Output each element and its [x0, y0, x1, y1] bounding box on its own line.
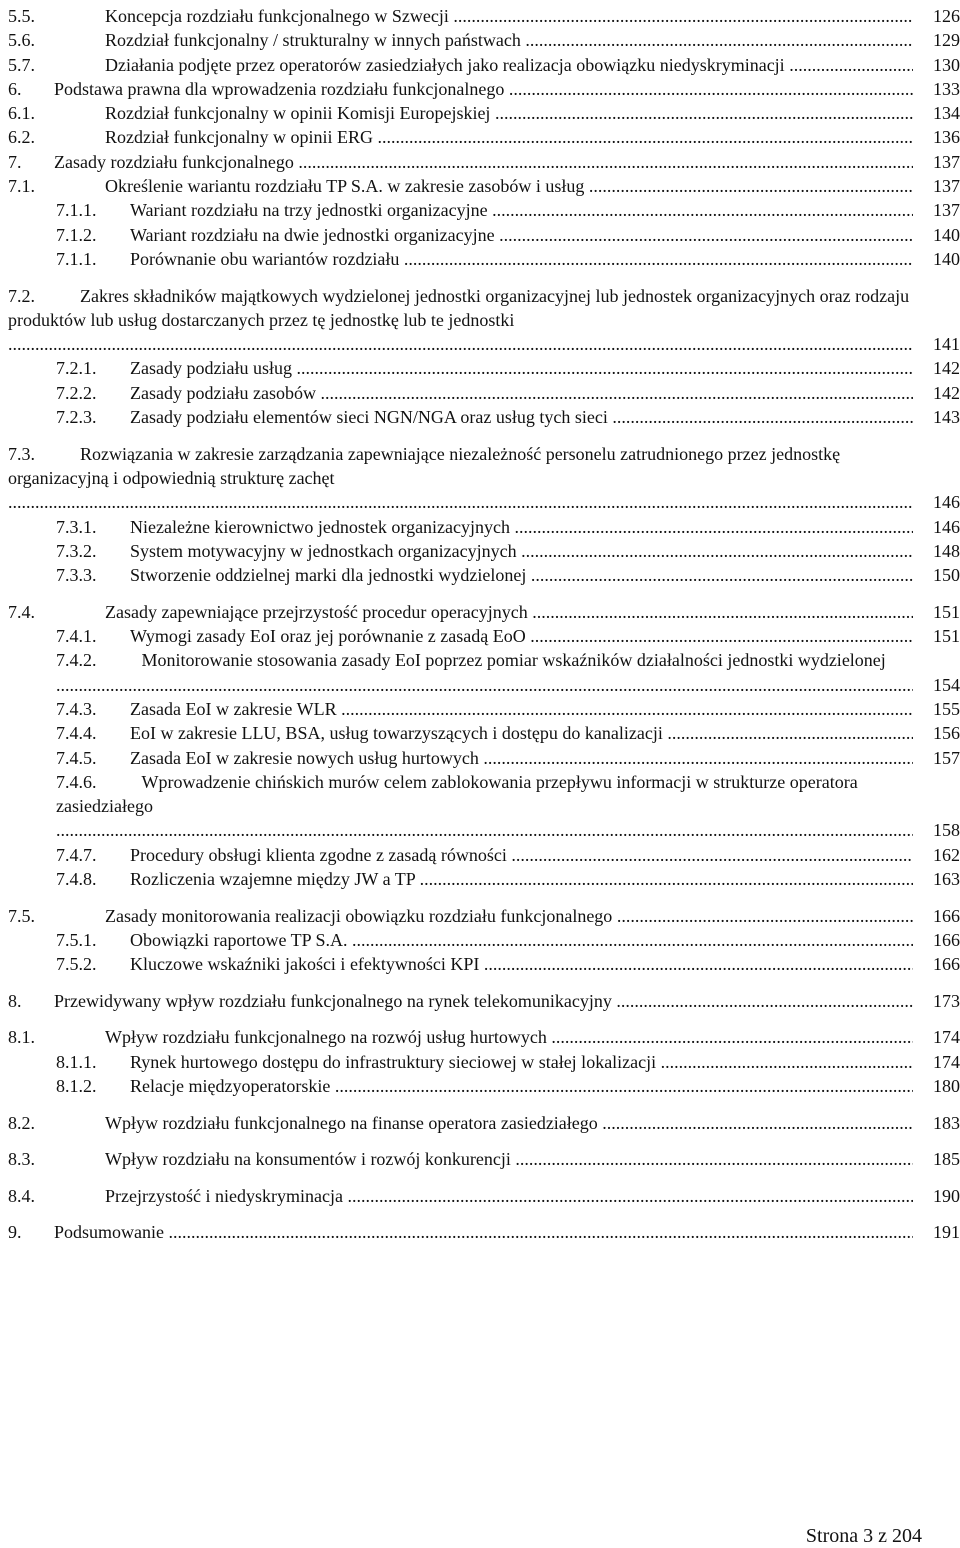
toc-entry-number: 7.3. — [8, 443, 35, 464]
toc-entry-page-cell — [913, 77, 960, 101]
toc-entry-page-number: 142 — [933, 382, 960, 403]
toc-entry-title: Wymogi zasady EoI oraz jej porównanie z zasadą EoO — [130, 626, 526, 647]
page-footer: Strona 3 z 204 — [805, 1525, 922, 1547]
toc-entry[interactable] — [0, 563, 960, 587]
toc-entry-page-number: 133 — [933, 78, 960, 99]
toc-entry-page-cell — [913, 381, 960, 405]
toc-entry-number: 7.5. — [8, 905, 35, 926]
toc-entry-page-number: 166 — [933, 929, 960, 950]
toc-entry-page-number: 191 — [933, 1222, 960, 1243]
toc-entry-page-cell — [913, 1050, 960, 1074]
toc-entry-title: Monitorowanie stosowania zasady EoI poprzez pomiar wskaźników działalności jednostki wydzielonej — [141, 650, 886, 671]
toc-entry-text — [8, 125, 960, 149]
toc-entry-text — [8, 53, 960, 77]
toc-entry-title: EoI w zakresie LLU, BSA, usług towarzyszących i dostępu do kanalizacji — [130, 723, 663, 744]
toc-entry-page-cell — [913, 989, 960, 1013]
toc-entry-number: 5.5. — [8, 6, 35, 26]
toc-entry-page-cell — [913, 1025, 960, 1049]
toc-entry-number: 7.4.2. — [56, 650, 97, 671]
toc-entry-page-number: 174 — [933, 1027, 960, 1048]
toc-entry-number: 7.4.7. — [56, 844, 97, 865]
toc-entry-page-cell — [913, 150, 960, 174]
toc-entry-page-cell — [913, 247, 960, 271]
toc-entry-text — [56, 247, 960, 271]
toc-entry-number: 7.3.1. — [56, 516, 97, 537]
toc-entry[interactable] — [0, 284, 960, 357]
toc-entry-page-cell — [913, 563, 960, 587]
toc-entry-text — [56, 563, 960, 587]
toc-entry-number: 7.5.2. — [56, 954, 97, 975]
toc-entry-number: 7.2.3. — [56, 407, 97, 428]
toc-entry-text — [8, 904, 960, 928]
toc-entry[interactable] — [0, 1147, 960, 1171]
toc-entry[interactable] — [0, 356, 960, 380]
toc-entry-page-number: 162 — [933, 844, 960, 865]
toc-entry-text — [8, 989, 960, 1013]
toc-entry-text — [8, 1025, 960, 1049]
toc-entry[interactable] — [0, 904, 960, 928]
toc-entry-title: Koncepcja rozdziału funkcjonalnego w Szwecji — [105, 6, 449, 26]
toc-entry-page-cell — [913, 4, 960, 28]
toc-entry-text — [8, 600, 960, 624]
toc-entry-title: Zasady monitorowania realizacji obowiązku rozdziału funkcjonalnego — [105, 905, 613, 926]
toc-entry[interactable] — [0, 198, 960, 222]
toc-entry-title: Wpływ rozdziału funkcjonalnego na rozwój usług hurtowych — [105, 1027, 547, 1048]
toc-entry-page-number: 151 — [933, 626, 960, 647]
toc-entry-page-cell — [913, 600, 960, 624]
toc-entry-number: 7.4.8. — [56, 868, 97, 889]
toc-entry-title: Wpływ rozdziału funkcjonalnego na finanse operatora zasiedziałego — [105, 1112, 598, 1133]
toc-entry-page-number: 136 — [933, 127, 960, 148]
toc-entry[interactable] — [0, 1025, 960, 1049]
toc-entry[interactable] — [0, 539, 960, 563]
toc-entry[interactable] — [0, 624, 960, 648]
toc-entry[interactable] — [0, 150, 960, 174]
toc-entry-page-cell — [913, 1111, 960, 1135]
toc-entry-text — [56, 648, 960, 697]
toc-entry[interactable] — [0, 648, 960, 697]
toc-entry[interactable] — [0, 223, 960, 247]
toc-entry-number: 7. — [8, 151, 22, 172]
toc-entry-page-number: 174 — [933, 1051, 960, 1072]
toc-entry-number: 7.4.5. — [56, 747, 97, 768]
toc-entry-text — [8, 284, 960, 357]
toc-entry[interactable] — [0, 247, 960, 271]
toc-entry-text — [8, 1220, 960, 1244]
toc-entry-text — [56, 624, 960, 648]
toc-entry-title: Wariant rozdziału na trzy jednostki organizacyjne — [130, 200, 488, 221]
toc-entry-page-number: 183 — [933, 1112, 960, 1133]
toc-entry-number: 7.1.2. — [56, 224, 97, 245]
toc-entry-text — [56, 1074, 960, 1098]
toc-entry-text — [56, 539, 960, 563]
toc-entry-page-number: 137 — [933, 200, 960, 221]
toc-entry-page-number: 180 — [933, 1075, 960, 1096]
toc-entry-page-cell — [913, 1074, 960, 1098]
toc-entry-number: 7.4.4. — [56, 723, 97, 744]
toc-entry-page-number: 129 — [933, 30, 960, 51]
toc-entry-title: Podsumowanie — [54, 1222, 164, 1243]
toc-entry-text — [56, 952, 960, 976]
toc-entry[interactable] — [0, 721, 960, 745]
toc-entry-title: Procedury obsługi klienta zgodne z zasadą równości — [130, 844, 507, 865]
toc-entry-page-cell — [913, 1147, 960, 1171]
toc-entry-title: Rozdział funkcjonalny w opinii Komisji Europejskiej — [105, 103, 491, 124]
toc-entry-page-number: 185 — [933, 1149, 960, 1170]
toc-entry[interactable] — [0, 1111, 960, 1135]
toc-entry-page-number: 148 — [933, 540, 960, 561]
toc-entry[interactable] — [0, 867, 960, 891]
toc-entry[interactable] — [0, 442, 960, 515]
toc-entry[interactable] — [0, 746, 960, 770]
toc-entry-number: 7.4.6. — [56, 771, 97, 792]
toc-entry-page-cell — [913, 928, 960, 952]
toc-entry-page-number: 137 — [933, 151, 960, 172]
toc-entry-title: Rozdział funkcjonalny / strukturalny w innych państwach — [105, 30, 521, 51]
toc-entry-number: 8.2. — [8, 1112, 35, 1133]
toc-entry-page-number: 173 — [933, 990, 960, 1011]
toc-entry-page-cell — [913, 28, 960, 52]
toc-entry[interactable] — [0, 77, 960, 101]
toc-entry-page-cell — [913, 174, 960, 198]
toc-entry-page-number: 146 — [933, 492, 960, 513]
toc-entry-number: 7.2.2. — [56, 382, 97, 403]
toc-entry-page-cell — [913, 673, 960, 697]
toc-entry-text — [56, 721, 960, 745]
toc-entry-page-cell — [913, 198, 960, 222]
toc-entry-page-cell — [913, 1220, 960, 1244]
toc-entry-text — [56, 515, 960, 539]
toc-entry-text — [56, 356, 960, 380]
toc-entry[interactable] — [0, 28, 960, 52]
toc-entry-page-cell — [913, 697, 960, 721]
toc-entry-number: 7.1.1. — [56, 248, 97, 269]
toc-entry-title: Rozwiązania w zakresie zarządzania zapewniające niezależność personelu zatrudnionego przez jednostkę organizacyjną i odpowiednią strukturę zachęt — [8, 443, 841, 488]
toc-entry-number: 7.2.1. — [56, 358, 97, 379]
toc-entry-number: 8.3. — [8, 1149, 35, 1170]
toc-entry-number: 7.5.1. — [56, 929, 97, 950]
toc-entry[interactable] — [0, 770, 960, 843]
toc-entry-page-cell — [913, 539, 960, 563]
toc-entry-text — [56, 1050, 960, 1074]
toc-entry-text — [8, 1111, 960, 1135]
toc-entry-text — [8, 442, 960, 515]
toc-entry-number: 7.3.3. — [56, 565, 97, 586]
toc-entry-number: 7.4.1. — [56, 626, 97, 647]
toc-entry-text — [8, 150, 960, 174]
toc-entry-page-cell — [913, 53, 960, 77]
toc-entry[interactable] — [0, 600, 960, 624]
toc-entry-number: 7.4.3. — [56, 698, 97, 719]
toc-entry-text — [56, 928, 960, 952]
toc-entry-page-cell — [913, 515, 960, 539]
toc-entry-page-cell — [913, 1184, 960, 1208]
toc-entry-text — [8, 174, 960, 198]
toc-entry-text — [56, 746, 960, 770]
toc-entry-page-cell — [913, 867, 960, 891]
toc-entry-text — [56, 770, 960, 843]
toc-entry-number: 8.1.1. — [56, 1051, 97, 1072]
toc-entry-page-number: 157 — [933, 747, 960, 768]
toc-entry-page-cell — [913, 746, 960, 770]
toc-entry[interactable] — [0, 952, 960, 976]
toc-entry[interactable] — [0, 405, 960, 429]
toc-entry-title: Niezależne kierownictwo jednostek organizacyjnych — [130, 516, 511, 537]
toc-entry-number: 6. — [8, 78, 22, 99]
toc-entry[interactable] — [0, 1074, 960, 1098]
toc-entry-number: 7.1. — [8, 176, 35, 197]
toc-entry-number: 5.6. — [8, 30, 35, 51]
toc-entry[interactable] — [0, 1184, 960, 1208]
toc-entry-page-number: 151 — [933, 601, 960, 622]
toc-entry-title: Zasady zapewniające przejrzystość procedur operacyjnych — [105, 601, 528, 622]
toc-entry-title: Zasady podziału elementów sieci NGN/NGA oraz usług tych sieci — [130, 407, 608, 428]
toc-entry-page-number: 140 — [933, 248, 960, 269]
toc-entry-page-cell — [913, 843, 960, 867]
toc-entry-title: Przewidywany wpływ rozdziału funkcjonalnego na rynek telekomunikacyjny — [54, 990, 612, 1011]
toc-entry[interactable] — [0, 989, 960, 1013]
toc-entry-text — [8, 1184, 960, 1208]
toc-entry-page-number: 134 — [933, 103, 960, 124]
toc-entry-text — [56, 405, 960, 429]
toc-entry-page-cell — [913, 952, 960, 976]
toc-entry[interactable] — [0, 843, 960, 867]
toc-entry-page-number: 158 — [933, 820, 960, 841]
toc-entry[interactable] — [0, 4, 960, 28]
toc-entry-title: Rynek hurtowego dostępu do infrastruktury sieciowej w stałej lokalizacji — [130, 1051, 657, 1072]
toc-entry-page-number: 190 — [933, 1185, 960, 1206]
toc-entry-title: Określenie wariantu rozdziału TP S.A. w zakresie zasobów i usług — [105, 176, 585, 197]
toc-entry-page-number: 156 — [933, 723, 960, 744]
toc-entry-title: Przejrzystość i niedyskryminacja — [105, 1185, 343, 1206]
toc-entry-title: Wprowadzenie chińskich murów celem zablokowania przepływu informacji w strukturze operatora zasiedziałego — [56, 771, 858, 817]
toc-entry-page-cell — [913, 125, 960, 149]
toc-entry-title: Zasada EoI w zakresie nowych usług hurtowych — [130, 747, 479, 768]
toc-entry-page-number: 163 — [933, 868, 960, 889]
toc-entry-text — [56, 198, 960, 222]
toc-entry-number: 7.1.1. — [56, 200, 97, 221]
toc-entry-text — [56, 843, 960, 867]
toc-entry[interactable] — [0, 381, 960, 405]
toc-entry-text — [8, 4, 960, 28]
toc-entry-title: Kluczowe wskaźniki jakości i efektywności KPI — [130, 954, 480, 975]
toc-entry-page-number: 143 — [933, 407, 960, 428]
toc-entry-page-number: 126 — [933, 6, 960, 26]
toc-entry-page-number: 166 — [933, 954, 960, 975]
toc-entry-title: Zasady podziału zasobów — [130, 382, 316, 403]
toc-entry-page-cell — [913, 405, 960, 429]
toc-entry-title: Relacje międzyoperatorskie — [130, 1075, 331, 1096]
toc-entry-text — [8, 1147, 960, 1171]
toc-entry-page-number: 141 — [933, 334, 960, 355]
toc-entry-page-number: 146 — [933, 516, 960, 537]
toc-entry-number: 8.1. — [8, 1027, 35, 1048]
toc-entry-number: 6.1. — [8, 103, 35, 124]
toc-entry-number: 5.7. — [8, 54, 35, 75]
toc-entry-page-cell — [913, 101, 960, 125]
toc-entry-page-cell — [913, 332, 960, 356]
toc-entry-text — [56, 697, 960, 721]
toc-entry-title: Zasady podziału usług — [130, 358, 292, 379]
toc-entry-title: Wariant rozdziału na dwie jednostki organizacyjne — [130, 224, 495, 245]
toc-entry-title: Zasady rozdziału funkcjonalnego — [54, 151, 294, 172]
toc-entry[interactable] — [0, 125, 960, 149]
toc-entry[interactable] — [0, 1050, 960, 1074]
toc-entry-page-cell — [913, 904, 960, 928]
toc-entry-page-number: 142 — [933, 358, 960, 379]
toc-entry-title: Zasada EoI w zakresie WLR — [130, 698, 337, 719]
toc-entry-page-cell — [913, 223, 960, 247]
toc-entry-number: 7.2. — [8, 285, 35, 306]
toc-entry-text — [8, 77, 960, 101]
toc-entry-number: 7.4. — [8, 601, 35, 622]
toc-entry-title: Działania podjęte przez operatorów zasiedziałych jako realizacja obowiązku niedyskryminacji — [105, 54, 785, 75]
toc-entry[interactable] — [0, 174, 960, 198]
toc-entry-text — [56, 223, 960, 247]
toc-entry[interactable] — [0, 928, 960, 952]
toc-entry-page-cell — [913, 624, 960, 648]
toc-entry[interactable] — [0, 1220, 960, 1244]
toc-entry-title: Wpływ rozdziału na konsumentów i rozwój konkurencji — [105, 1149, 511, 1170]
toc-entry[interactable] — [0, 53, 960, 77]
toc-entry-title: Rozliczenia wzajemne między JW a TP — [130, 868, 416, 889]
toc-entry-page-number: 137 — [933, 176, 960, 197]
toc-entry[interactable] — [0, 515, 960, 539]
toc-entry-text — [8, 28, 960, 52]
toc-entry-page-cell — [913, 490, 960, 514]
toc-entry-title: Podstawa prawna dla wprowadzenia rozdziału funkcjonalnego — [54, 78, 505, 99]
toc-entry-page-number: 155 — [933, 698, 960, 719]
toc-entry-title: Obowiązki raportowe TP S.A. — [130, 929, 348, 950]
toc-entry-title: Porównanie obu wariantów rozdziału — [130, 248, 400, 269]
toc-entry[interactable] — [0, 697, 960, 721]
toc-entry-text — [56, 381, 960, 405]
toc-entry-page-cell — [913, 721, 960, 745]
toc-entry-page-number: 166 — [933, 905, 960, 926]
toc-entry-page-number: 130 — [933, 54, 960, 75]
toc-entry-title: Zakres składników majątkowych wydzielonej jednostki organizacyjnej lub jednostek organizacyjnych oraz rodzaju produktów lub usług dostarczanych przez tę jednostkę lub te jednostki — [8, 285, 910, 330]
toc-entry-number: 8. — [8, 990, 22, 1011]
toc-entry-number: 8.4. — [8, 1185, 35, 1206]
toc-entry[interactable] — [0, 101, 960, 125]
toc-entry-title: Stworzenie oddzielnej marki dla jednostki wydzielonej — [130, 565, 527, 586]
toc-entry-number: 6.2. — [8, 127, 35, 148]
toc-entry-title: Rozdział funkcjonalny w opinii ERG — [105, 127, 373, 148]
toc-entry-number: 9. — [8, 1222, 22, 1243]
toc-entry-number: 8.1.2. — [56, 1075, 97, 1096]
toc-entry-page-cell — [913, 818, 960, 842]
toc-entry-text — [8, 101, 960, 125]
toc-entry-page-number: 150 — [933, 565, 960, 586]
toc-entry-text — [56, 867, 960, 891]
toc-entry-page-number: 154 — [933, 674, 960, 695]
toc-entry-number: 7.3.2. — [56, 540, 97, 561]
toc-entry-page-cell — [913, 356, 960, 380]
toc-entry-page-number: 140 — [933, 224, 960, 245]
toc-entry-title: System motywacyjny w jednostkach organizacyjnych — [130, 540, 517, 561]
